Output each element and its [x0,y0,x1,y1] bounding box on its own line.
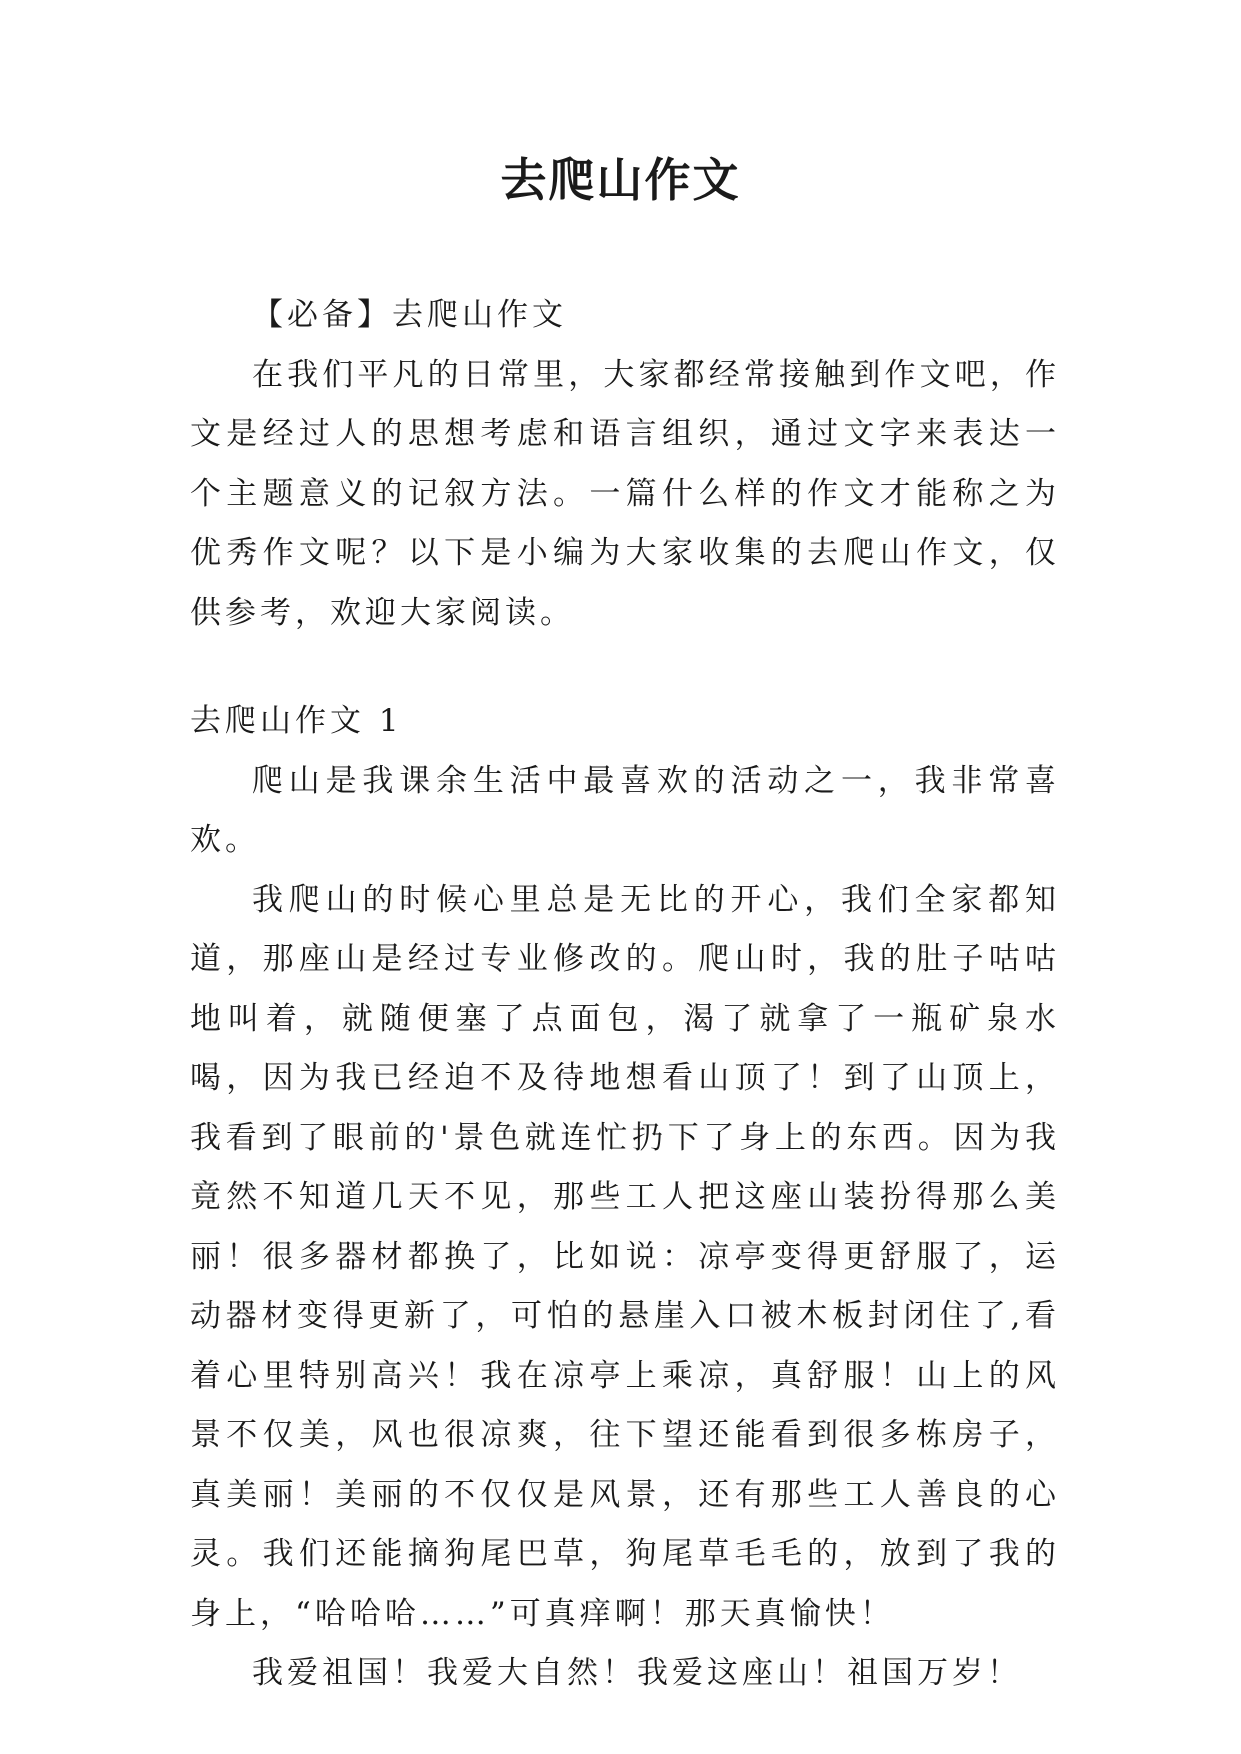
essay-paragraph: 我爬山的时候心里总是无比的开心，我们全家都知道，那座山是经过专业修改的。爬山时，我的肚子咕咕地叫着，就随便塞了点面包，渴了就拿了一瓶矿泉水喝，因为我已经迫不及待地想看山顶了！到了山顶上，我看到了眼前的'景色就连忙扔下了身上的东西。因为我竟然不知道几天不见，那些工人把这座山装扮得那么美丽！很多器材都换了，比如说：凉亭变得更舒服了，运动器材变得更新了，可怕的悬崖入口被木板封闭住了,看着心里特别高兴！我在凉亭上乘凉，真舒服！山上的风景不仅美，风也很凉爽，往下望还能看到很多栋房子，真美丽！美丽的不仅仅是风景，还有那些工人善良的心灵。我们还能摘狗尾巴草，狗尾草毛毛的，放到了我的身上，“哈哈哈……”可真痒啊！那天真愉快！ [190,881,1060,1632]
essay-paragraph: 爬山是我课余生活中最喜欢的活动之一，我非常喜欢。 [190,762,1060,858]
intro-section [190,286,1060,643]
document-title: 去爬山作文 [500,153,741,207]
intro-paragraph: 在我们平凡的日常里，大家都经常接触到作文吧，作文是经过人的思想考虑和语言组织，通过文字来表达一个主题意义的记叙方法。一篇什么样的作文才能称之为优秀作文呢？以下是小编为大家收集的去爬山作文，仅供参考，欢迎大家阅读。 [190,356,1060,631]
essay-section [190,692,1060,1704]
essay-paragraph: 我爱祖国！我爱大自然！我爱这座山！祖国万岁！ [252,1655,1022,1691]
intro-heading: 【必备】去爬山作文 [252,297,567,333]
essay-heading: 去爬山作文 1 [190,703,403,739]
